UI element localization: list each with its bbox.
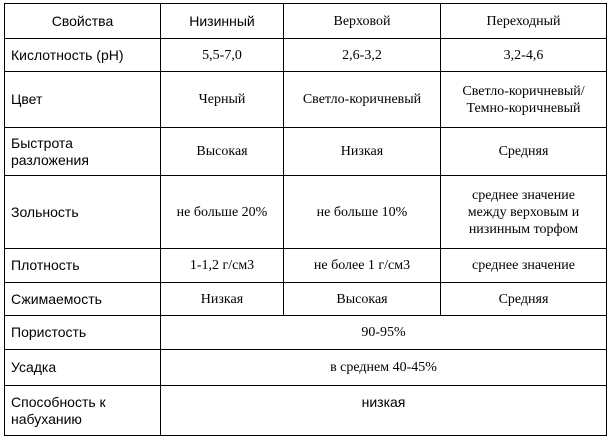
table-row: [5, 316, 607, 350]
cell-transitional: Средняя: [441, 128, 607, 176]
cell-line: Темно-коричневый: [466, 100, 581, 116]
table-row: [5, 39, 607, 72]
table-row: [5, 283, 607, 316]
peat-properties-table: [4, 3, 607, 436]
row-label: Зольность: [5, 176, 161, 249]
cell-highland: не более 1 г/см3: [284, 249, 441, 283]
row-label: Усадка: [5, 350, 161, 386]
cell-transitional: среднее значение: [441, 249, 607, 283]
cell-highland: Высокая: [284, 283, 441, 316]
row-label: Плотность: [5, 249, 161, 283]
cell-lowland: Высокая: [161, 128, 284, 176]
cell-lowland: не больше 20%: [161, 176, 284, 249]
label-line: Быстрота: [11, 134, 73, 151]
header-property: Свойства: [5, 4, 161, 39]
row-label: [5, 128, 161, 176]
label-line: Способность к: [11, 393, 106, 410]
cell-transitional: [441, 176, 607, 249]
cell-lowland: 1-1,2 г/см3: [161, 249, 284, 283]
cell-highland: Светло-коричневый: [284, 72, 441, 128]
row-label: Пористость: [5, 316, 161, 350]
table-row: [5, 350, 607, 386]
cell-line: Светло-коричневый/: [462, 83, 585, 99]
cell-transitional: Средняя: [441, 283, 607, 316]
cell-transitional: 3,2-4,6: [441, 39, 607, 72]
cell-transitional: [441, 72, 607, 128]
merged-cell: низкая: [161, 386, 607, 436]
table-row: [5, 72, 607, 128]
cell-highland: 2,6-3,2: [284, 39, 441, 72]
table-row: [5, 249, 607, 283]
cell-highland: не больше 10%: [284, 176, 441, 249]
header-highland: Верховой: [284, 4, 441, 39]
cell-highland: Низкая: [284, 128, 441, 176]
header-lowland: Низинный: [161, 4, 284, 39]
label-line: набуханию: [11, 410, 82, 427]
cell-lowland: Низкая: [161, 283, 284, 316]
row-label: Сжимаемость: [5, 283, 161, 316]
label-line: разложения: [11, 151, 89, 168]
table-row: [5, 176, 607, 249]
row-label: [5, 386, 161, 436]
table-row: [5, 386, 607, 436]
header-transitional: Переходный: [441, 4, 607, 39]
cell-lowland: Черный: [161, 72, 284, 128]
cell-line: среднее значение: [472, 187, 575, 203]
cell-line: между верховым и: [467, 204, 580, 220]
row-label: Цвет: [5, 72, 161, 128]
row-label: Кислотность (pH): [5, 39, 161, 72]
cell-lowland: 5,5-7,0: [161, 39, 284, 72]
merged-cell: в среднем 40-45%: [161, 350, 607, 386]
table-row: [5, 128, 607, 176]
cell-line: низинным торфом: [468, 221, 579, 237]
header-row: [5, 4, 607, 39]
merged-cell: 90-95%: [161, 316, 607, 350]
